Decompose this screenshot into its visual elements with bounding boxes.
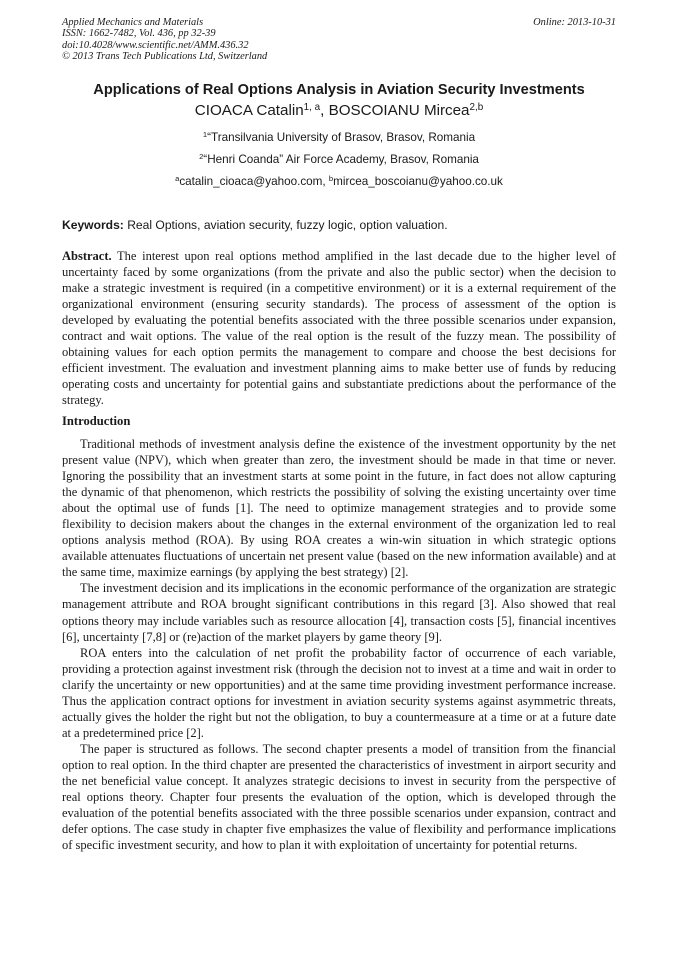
journal-name: Applied Mechanics and Materials: [62, 17, 204, 28]
abstract: [62, 248, 616, 408]
affiliation-1: [40, 131, 638, 144]
abstract-label: Abstract.: [62, 249, 112, 263]
author-1-superscript: 1, a: [303, 102, 321, 114]
online-date: Online: 2013-10-31: [533, 17, 616, 28]
email-a-superscript: a: [175, 174, 180, 184]
author-line: [40, 102, 638, 119]
affiliation-2-text: “Henri Coanda” Air Force Academy, Brasov, Romania: [203, 153, 479, 166]
author-2: BOSCOIANU Mircea: [328, 102, 470, 119]
author-2-superscript: 2,b: [469, 102, 484, 114]
running-header: [62, 17, 616, 63]
affiliation-2-superscript: 2: [199, 152, 204, 162]
intro-paragraph-2: The investment decision and its implications in the economic performance of the organization are strategic management attribute and ROA brought significant contributions in this regard [3]. Also showed that real options theory may include variables such as resource allocation [4], transaction costs [5], financial incentives [6], uncertainty [7,8] or (re)action of the market players by game theory [9].: [62, 581, 616, 644]
author-separator: ,: [320, 102, 329, 119]
email-line: [40, 175, 638, 188]
email-a: catalin_cioaca@yahoo.com,: [179, 175, 329, 188]
copyright-line: © 2013 Trans Tech Publications Ltd, Switzerland: [62, 51, 268, 63]
intro-paragraph-1: Traditional methods of investment analysis define the existence of the investment opportunity by the net present value (NPV), which when greater than zero, the investment should be made in that time or never. Ignoring the possibility that an investment starts at some point in the future, in fact does not allow capturing the dynamic of that phenomenon, which restricts the possibility of solving the existing uncertainty over time about the optimal use of funds [1]. The need to optimize management strategies and to provide some flexibility to decision makers about the changes in the external environment of the organization led to real options analysis method (ROA). By using ROA creates a win-win situation in which strategic options available attenuates fluctuations of uncertain net present value (based on the new information available) and at the same time, maximize earnings (by applying the best strategy) [2].: [62, 437, 616, 580]
keywords-text: Real Options, aviation security, fuzzy logic, option valuation.: [123, 218, 448, 232]
email-b: mircea_boscoianu@yahoo.co.uk: [333, 175, 503, 188]
affiliation-1-text: “Transilvania University of Brasov, Brasov, Romania: [207, 131, 476, 144]
abstract-text: The interest upon real options method amplified in the last decade due to the higher level of uncertainty faced by some organizations (from the private and also the public sector) when the decision to make a strategic investment is required (in a competitive environment) or it is a external requirement of the organizational environment (ensuring security standards). The process of assessment of the option is developed by evaluating the potential benefits associated with the three possible scenarios under expansion, contract and wait options. The value of the real option is the result of the fuzzy mean. The possibility of obtaining values for each option permits the management to compare and choose the best decisions for efficient investment. The evaluation and investment planning aims to make better use of funds by reducing operating costs and uncertainty for potential gains and substantiate predictions about the performance of the strategy.: [62, 249, 616, 408]
affiliation-1-superscript: 1: [202, 130, 208, 140]
introduction-heading: Introduction: [62, 414, 131, 428]
keywords-label: Keywords:: [62, 218, 124, 232]
author-1: CIOACA Catalin: [194, 102, 304, 119]
intro-paragraph-3: ROA enters into the calculation of net profit the probability factor of occurrence of each variable, providing a protection against investment risk (through the decision not to invest at a time and wait in order to clarify the uncertainty or new opportunities) and at the same time providing investment performance increase. Thus the application contract options for investment in aviation security systems against asymmetric threats, actually gives the holder the right but not the obligation, to buy a countermeasure at a time or at a future date at a predetermined price [2].: [62, 645, 616, 740]
intro-paragraph-4: The paper is structured as follows. The second chapter presents a model of transition from the financial option to real option. In the third chapter are presented the characteristics of investment in airport security and the net beneficial value concept. It analyzes strategic decisions to invest in security from the perspective of real options theory. Chapter four presents the evaluation of the option, which is developed through the evaluation of the potential benefits associated with the three possible scenarios under expansion, contract and defer options. The case study in chapter five emphasizes the value of flexibility and performance implications of specific investment security, and how to plan it with exploitation of uncertainty for potential returns.: [62, 741, 616, 853]
affiliation-2: [40, 153, 638, 166]
email-b-superscript: b: [328, 174, 334, 184]
keywords: [62, 218, 616, 232]
paper-title: Applications of Real Options Analysis in Aviation Security Investments: [93, 82, 585, 98]
issn-line: ISSN: 1662-7482, Vol. 436, pp 32-39: [62, 28, 216, 40]
introduction-body: [62, 436, 616, 853]
doi-line: doi:10.4028/www.scientific.net/AMM.436.32: [62, 39, 249, 51]
